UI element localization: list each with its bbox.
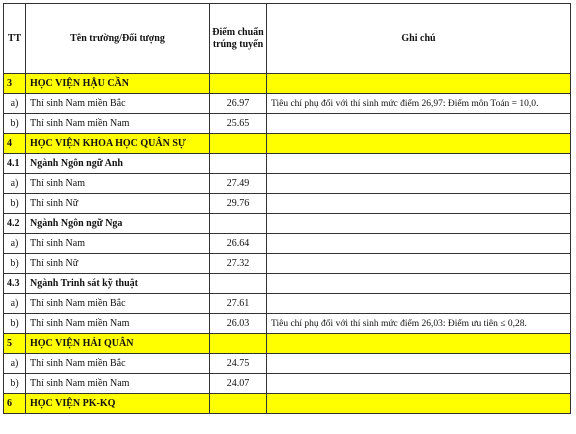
row-score: [210, 214, 267, 234]
row-score: [210, 74, 267, 94]
row-note: [267, 274, 571, 294]
section-row: [4, 334, 571, 354]
row-score: 26.64: [210, 234, 267, 254]
row-note: [267, 294, 571, 314]
row-note: [267, 214, 571, 234]
row-number: 4.3: [4, 274, 26, 294]
row-number: 4.1: [4, 154, 26, 174]
row-name: Thí sinh Nữ: [26, 194, 210, 214]
row-number: 4.2: [4, 214, 26, 234]
row-score: [210, 334, 267, 354]
row-note: [267, 194, 571, 214]
row-score: 26.97: [210, 94, 267, 114]
row-number: 3: [4, 74, 26, 94]
row-score: 24.75: [210, 354, 267, 374]
row-name: HỌC VIỆN PK-KQ: [26, 394, 210, 414]
row-number: a): [4, 354, 26, 374]
row-number: a): [4, 294, 26, 314]
row-note: [267, 334, 571, 354]
row-name: HỌC VIỆN HẬU CẦN: [26, 74, 210, 94]
section-row: [4, 394, 571, 414]
row-note: [267, 354, 571, 374]
row-number: b): [4, 374, 26, 394]
row-score: [210, 394, 267, 414]
row-number: b): [4, 254, 26, 274]
header-score-line1: Điểm chuẩn: [212, 26, 264, 38]
subsection-row: [4, 274, 571, 294]
row-name: Ngành Trinh sát kỹ thuật: [26, 274, 210, 294]
row-score: [210, 154, 267, 174]
row-name: Thí sinh Nam miền Nam: [26, 374, 210, 394]
header-row: [4, 4, 571, 74]
row-score: 25.65: [210, 114, 267, 134]
row-number: 5: [4, 334, 26, 354]
table-row: [4, 314, 571, 334]
header-score: [210, 4, 267, 74]
row-note: [267, 254, 571, 274]
table-row: [4, 234, 571, 254]
row-name: HỌC VIỆN KHOA HỌC QUÂN SỰ: [26, 134, 210, 154]
table-row: [4, 374, 571, 394]
row-name: Ngành Ngôn ngữ Nga: [26, 214, 210, 234]
row-note: [267, 174, 571, 194]
table-row: [4, 354, 571, 374]
row-number: a): [4, 234, 26, 254]
row-name: Thí sinh Nam: [26, 174, 210, 194]
row-score: 29.76: [210, 194, 267, 214]
row-name: Ngành Ngôn ngữ Anh: [26, 154, 210, 174]
subsection-row: [4, 154, 571, 174]
header-name: Tên trường/Đối tượng: [26, 4, 210, 74]
table-row: [4, 94, 571, 114]
subsection-row: [4, 214, 571, 234]
row-number: b): [4, 114, 26, 134]
section-row: [4, 74, 571, 94]
row-name: Thí sinh Nam miền Bắc: [26, 94, 210, 114]
header-tt: TT: [4, 4, 26, 74]
row-score: 27.32: [210, 254, 267, 274]
section-row: [4, 134, 571, 154]
row-note: Tiêu chí phụ đối với thí sinh mức điểm 26,03: Điểm ưu tiên ≤ 0,28.: [267, 314, 571, 334]
row-note: [267, 394, 571, 414]
row-score: [210, 134, 267, 154]
row-note: [267, 234, 571, 254]
table-row: [4, 254, 571, 274]
row-number: a): [4, 174, 26, 194]
row-number: b): [4, 314, 26, 334]
row-number: 6: [4, 394, 26, 414]
row-number: b): [4, 194, 26, 214]
row-note: [267, 114, 571, 134]
row-score: 27.49: [210, 174, 267, 194]
header-note: Ghi chú: [267, 4, 571, 74]
table-row: [4, 294, 571, 314]
row-number: 4: [4, 134, 26, 154]
row-note: [267, 374, 571, 394]
row-name: Thí sinh Nam miền Nam: [26, 114, 210, 134]
row-name: Thí sinh Nam miền Bắc: [26, 294, 210, 314]
table-row: [4, 114, 571, 134]
row-name: Thí sinh Nam miền Bắc: [26, 354, 210, 374]
header-score-line2: trúng tuyển: [212, 38, 264, 50]
table-row: [4, 174, 571, 194]
row-score: 24.07: [210, 374, 267, 394]
row-note: Tiêu chí phụ đối với thí sinh mức điểm 26,97: Điểm môn Toán = 10,0.: [267, 94, 571, 114]
row-name: Thí sinh Nam: [26, 234, 210, 254]
row-name: Thí sinh Nam miền Nam: [26, 314, 210, 334]
row-score: 27.61: [210, 294, 267, 314]
table-row: [4, 194, 571, 214]
admission-score-table: [3, 3, 571, 414]
row-note: [267, 134, 571, 154]
row-score: [210, 274, 267, 294]
row-note: [267, 74, 571, 94]
row-score: 26.03: [210, 314, 267, 334]
row-number: a): [4, 94, 26, 114]
row-name: Thí sinh Nữ: [26, 254, 210, 274]
row-note: [267, 154, 571, 174]
row-name: HỌC VIỆN HẢI QUÂN: [26, 334, 210, 354]
